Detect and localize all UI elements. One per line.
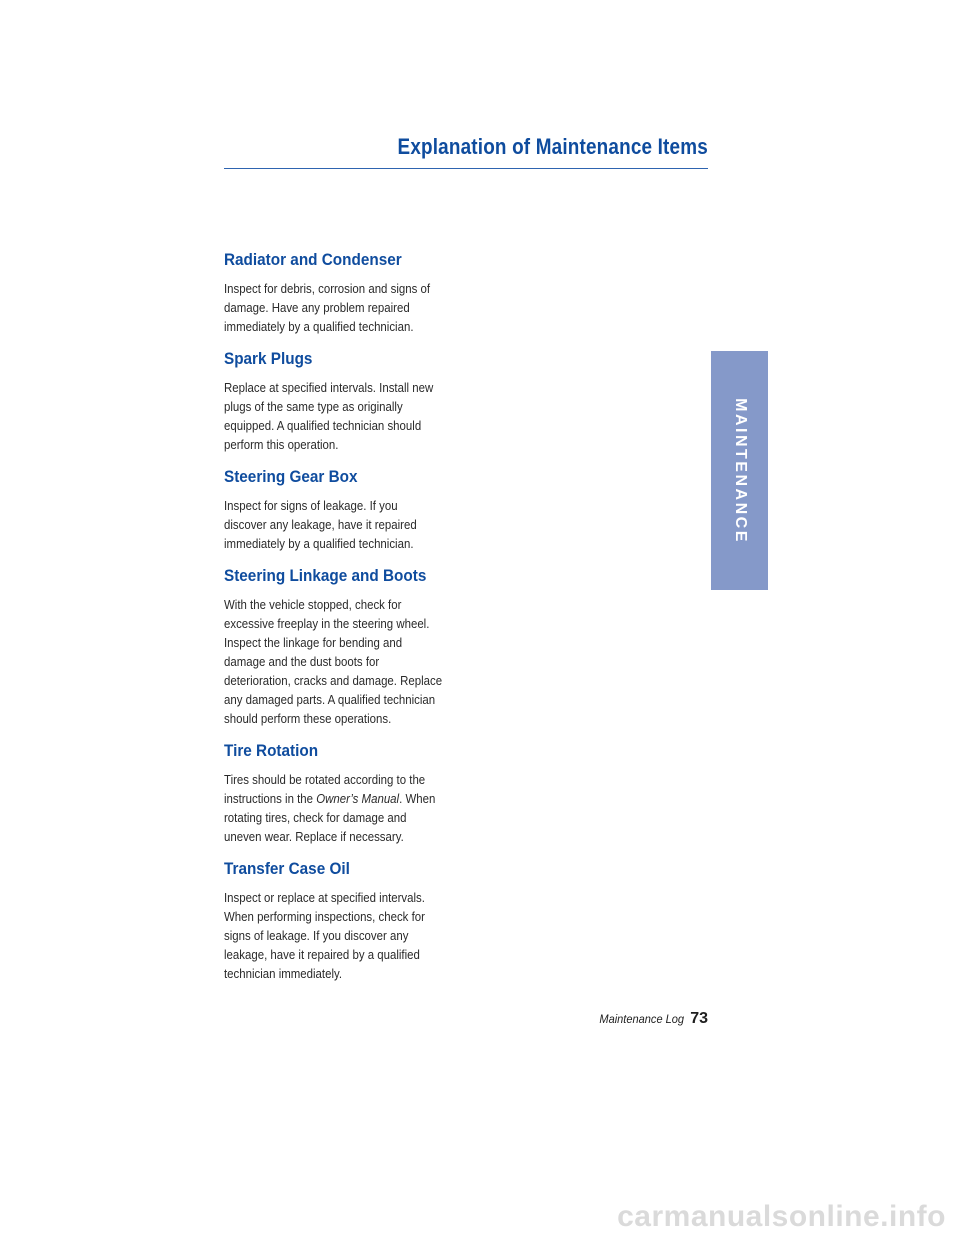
section-heading: Radiator and Condenser [224, 250, 402, 269]
body-line: Inspect for debris, corrosion and signs of [224, 281, 431, 296]
body-line: signs of leakage. If you discover any [224, 928, 409, 943]
body-line: When performing inspections, check for [224, 909, 425, 924]
side-tab-label: MAINTENANCE [731, 397, 749, 544]
body-line: plugs of the same type as originally [224, 399, 403, 414]
section-heading: Tire Rotation [224, 741, 319, 760]
body-line: any damaged parts. A qualified technician [224, 692, 436, 707]
body-line: damage and the dust boots for [224, 654, 380, 669]
section-steering-gear-box [224, 467, 464, 553]
manual-title: Owner’s Manual [316, 791, 400, 806]
body-line: rotating tires, check for damage and [224, 810, 407, 825]
body-line: Inspect or replace at specified intervals. [224, 890, 425, 905]
section-heading: Transfer Case Oil [224, 859, 350, 878]
body-line: damage. Have any problem repaired [224, 300, 410, 315]
body-line: Replace at specified intervals. Install new [224, 380, 434, 395]
body-line: immediately by a qualified technician. [224, 319, 414, 334]
main-content [224, 250, 464, 996]
section-heading: Spark Plugs [224, 349, 313, 368]
body-text: instructions in the [224, 791, 317, 806]
side-tab-maintenance [711, 351, 768, 590]
footer-label: Maintenance Log [599, 1012, 685, 1026]
section-spark-plugs [224, 349, 464, 454]
page-footer [592, 1010, 708, 1028]
body-line: deterioration, cracks and damage. Replace [224, 673, 443, 688]
section-body [224, 595, 453, 728]
section-body [224, 770, 453, 846]
body-line: Inspect for signs of leakage. If you [224, 498, 398, 513]
body-line: leakage, have it repaired by a qualified [224, 947, 420, 962]
section-steering-linkage-and-boots [224, 566, 464, 728]
body-line [224, 789, 453, 808]
page-title: Explanation of Maintenance Items [397, 134, 708, 159]
page-number: 73 [690, 1010, 708, 1027]
section-body [224, 888, 453, 983]
body-line: technician immediately. [224, 966, 343, 981]
body-line: excessive freeplay in the steering wheel. [224, 616, 430, 631]
body-line: Inspect the linkage for bending and [224, 635, 403, 650]
page-header [224, 134, 708, 169]
section-transfer-case-oil [224, 859, 464, 983]
section-tire-rotation [224, 741, 464, 846]
body-line: Tires should be rotated according to the [224, 772, 426, 787]
body-line: should perform these operations. [224, 711, 392, 726]
body-line: uneven wear. Replace if necessary. [224, 829, 404, 844]
section-heading: Steering Gear Box [224, 467, 358, 486]
section-radiator-and-condenser [224, 250, 464, 336]
section-body [224, 378, 453, 454]
body-text: . When [399, 791, 436, 806]
watermark: carmanualsonline.info [617, 1200, 946, 1233]
section-body [224, 496, 453, 553]
body-line: With the vehicle stopped, check for [224, 597, 402, 612]
body-line: perform this operation. [224, 437, 339, 452]
section-heading: Steering Linkage and Boots [224, 566, 427, 585]
section-body [224, 279, 453, 336]
body-line: immediately by a qualified technician. [224, 536, 414, 551]
body-line: equipped. A qualified technician should [224, 418, 422, 433]
body-line: discover any leakage, have it repaired [224, 517, 417, 532]
